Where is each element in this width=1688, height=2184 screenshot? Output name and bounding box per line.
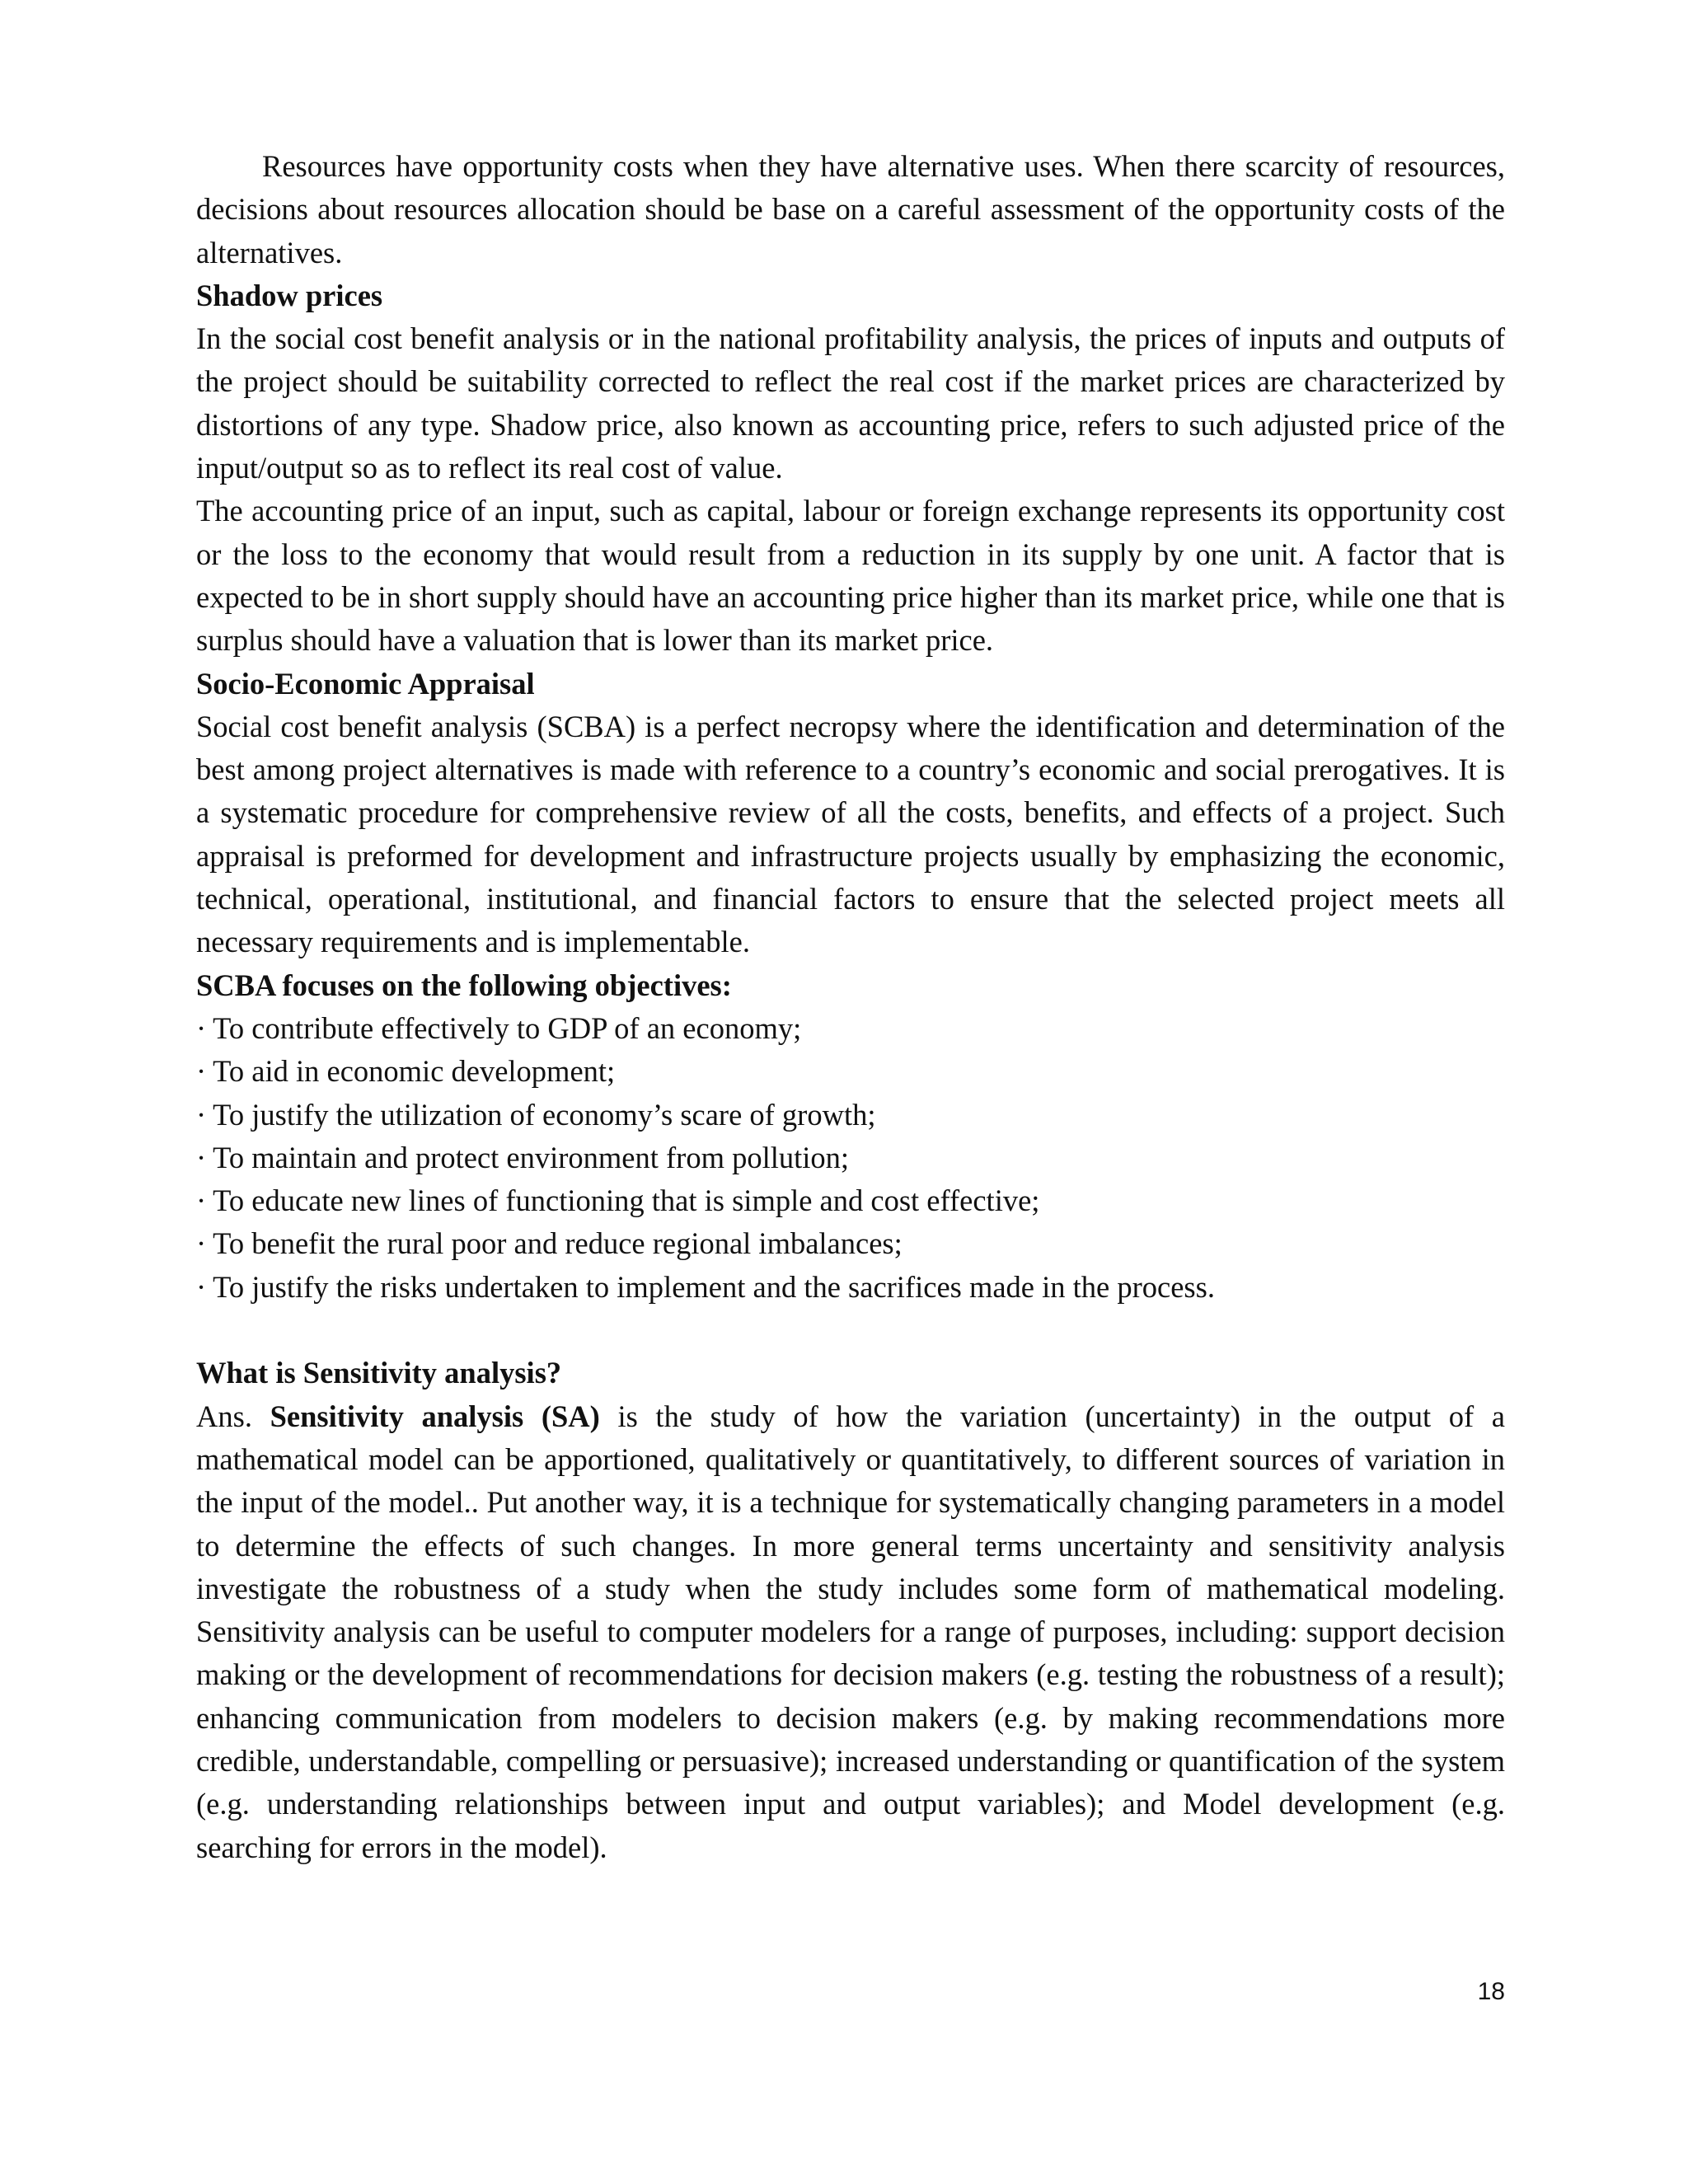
objective-text: To justify the risks undertaken to implement and the sacrifices made in the process. bbox=[213, 1269, 1215, 1304]
objective-text: To benefit the rural poor and reduce regional imbalances; bbox=[213, 1226, 903, 1261]
list-item bbox=[196, 1266, 1505, 1309]
sensitivity-body: is the study of how the variation (uncertainty) in the output of a mathematical model can be apportioned, qualitatively or quantitatively, to different sources of variation in the input of the model.. Put another way, it is a technique for systematically changing parameters in a model to determine the effects of such changes. In more general terms uncertainty and sensitivity analysis investigate the robustness of a study when the study includes some form of mathematical modeling. Sensitivity analysis can be useful to computer modelers for a range of purposes, including: support decision making or the development of recommendations for decision makers (e.g. testing the robustness of a result); enhancing communication from modelers to decision makers (e.g. by making recommendations more credible, understandable, compelling or persuasive); increased understanding or quantification of the system (e.g. understanding relationships between input and output variables); and Model development (e.g. searching for errors in the model). bbox=[196, 1399, 1506, 1864]
list-item bbox=[196, 1137, 1505, 1179]
list-item bbox=[196, 1179, 1505, 1222]
document-page bbox=[196, 145, 1505, 1869]
sensitivity-heading: What is Sensitivity analysis? bbox=[196, 1356, 562, 1390]
shadow-prices-heading: Shadow prices bbox=[196, 278, 383, 312]
section-spacer bbox=[196, 1309, 1505, 1352]
list-item bbox=[196, 1050, 1505, 1093]
shadow-prices-paragraph-1: In the social cost benefit analysis or in the national profitability analysis, the prices of inputs and outputs of the project should be suitability corrected to reflect the real cost if the market prices are characterized by distortions of any type. Shadow price, also known as accounting price, refers to such adjusted price of the input/output so as to reflect its real cost of value. bbox=[196, 321, 1505, 485]
list-item bbox=[196, 1007, 1505, 1050]
bullet-mark: · bbox=[196, 1269, 207, 1304]
list-item bbox=[196, 1094, 1505, 1137]
objective-text: To contribute effectively to GDP of an economy; bbox=[213, 1010, 802, 1045]
bullet-mark: · bbox=[196, 1183, 207, 1218]
socio-economic-heading: Socio-Economic Appraisal bbox=[196, 666, 535, 701]
objective-text: To maintain and protect environment from pollution; bbox=[213, 1140, 850, 1174]
bullet-mark: · bbox=[196, 1010, 207, 1045]
objective-text: To aid in economic development; bbox=[213, 1054, 616, 1089]
bullet-mark: · bbox=[196, 1140, 207, 1174]
list-item bbox=[196, 1222, 1505, 1265]
objectives-list bbox=[196, 1007, 1505, 1309]
intro-paragraph: Resources have opportunity costs when they have alternative uses. When there scarcity of resources, decisions about resources allocation should be base on a careful assessment of the opportunity costs of the alternatives. bbox=[196, 149, 1505, 269]
objectives-heading: SCBA focuses on the following objectives: bbox=[196, 968, 732, 1002]
sensitivity-paragraph bbox=[196, 1395, 1505, 1869]
sensitivity-term: Sensitivity analysis (SA) bbox=[270, 1399, 600, 1433]
shadow-prices-paragraph-2: The accounting price of an input, such as capital, labour or foreign exchange represents its opportunity cost or the loss to the economy that would result from a reduction in its supply by one unit. A factor that is expected to be in short supply should have an accounting price higher than its market price, while one that is surplus should have a valuation that is lower than its market price. bbox=[196, 494, 1505, 658]
objective-text: To justify the utilization of economy’s scare of growth; bbox=[213, 1097, 876, 1132]
bullet-mark: · bbox=[196, 1097, 207, 1132]
objective-text: To educate new lines of functioning that is simple and cost effective; bbox=[213, 1183, 1040, 1218]
page-number: 18 bbox=[1477, 1978, 1505, 2005]
answer-prefix: Ans. bbox=[196, 1399, 252, 1433]
bullet-mark: · bbox=[196, 1054, 207, 1089]
socio-economic-paragraph: Social cost benefit analysis (SCBA) is a perfect necropsy where the identification and determination of the best among project alternatives is made with reference to a country’s economic and social prerogatives. It is a systematic procedure for comprehensive review of all the costs, benefits, and effects of a project. Such appraisal is preformed for development and infrastructure projects usually by emphasizing the economic, technical, operational, institutional, and financial factors to ensure that the selected project meets all necessary requirements and is implementable. bbox=[196, 709, 1505, 959]
bullet-mark: · bbox=[196, 1226, 207, 1261]
